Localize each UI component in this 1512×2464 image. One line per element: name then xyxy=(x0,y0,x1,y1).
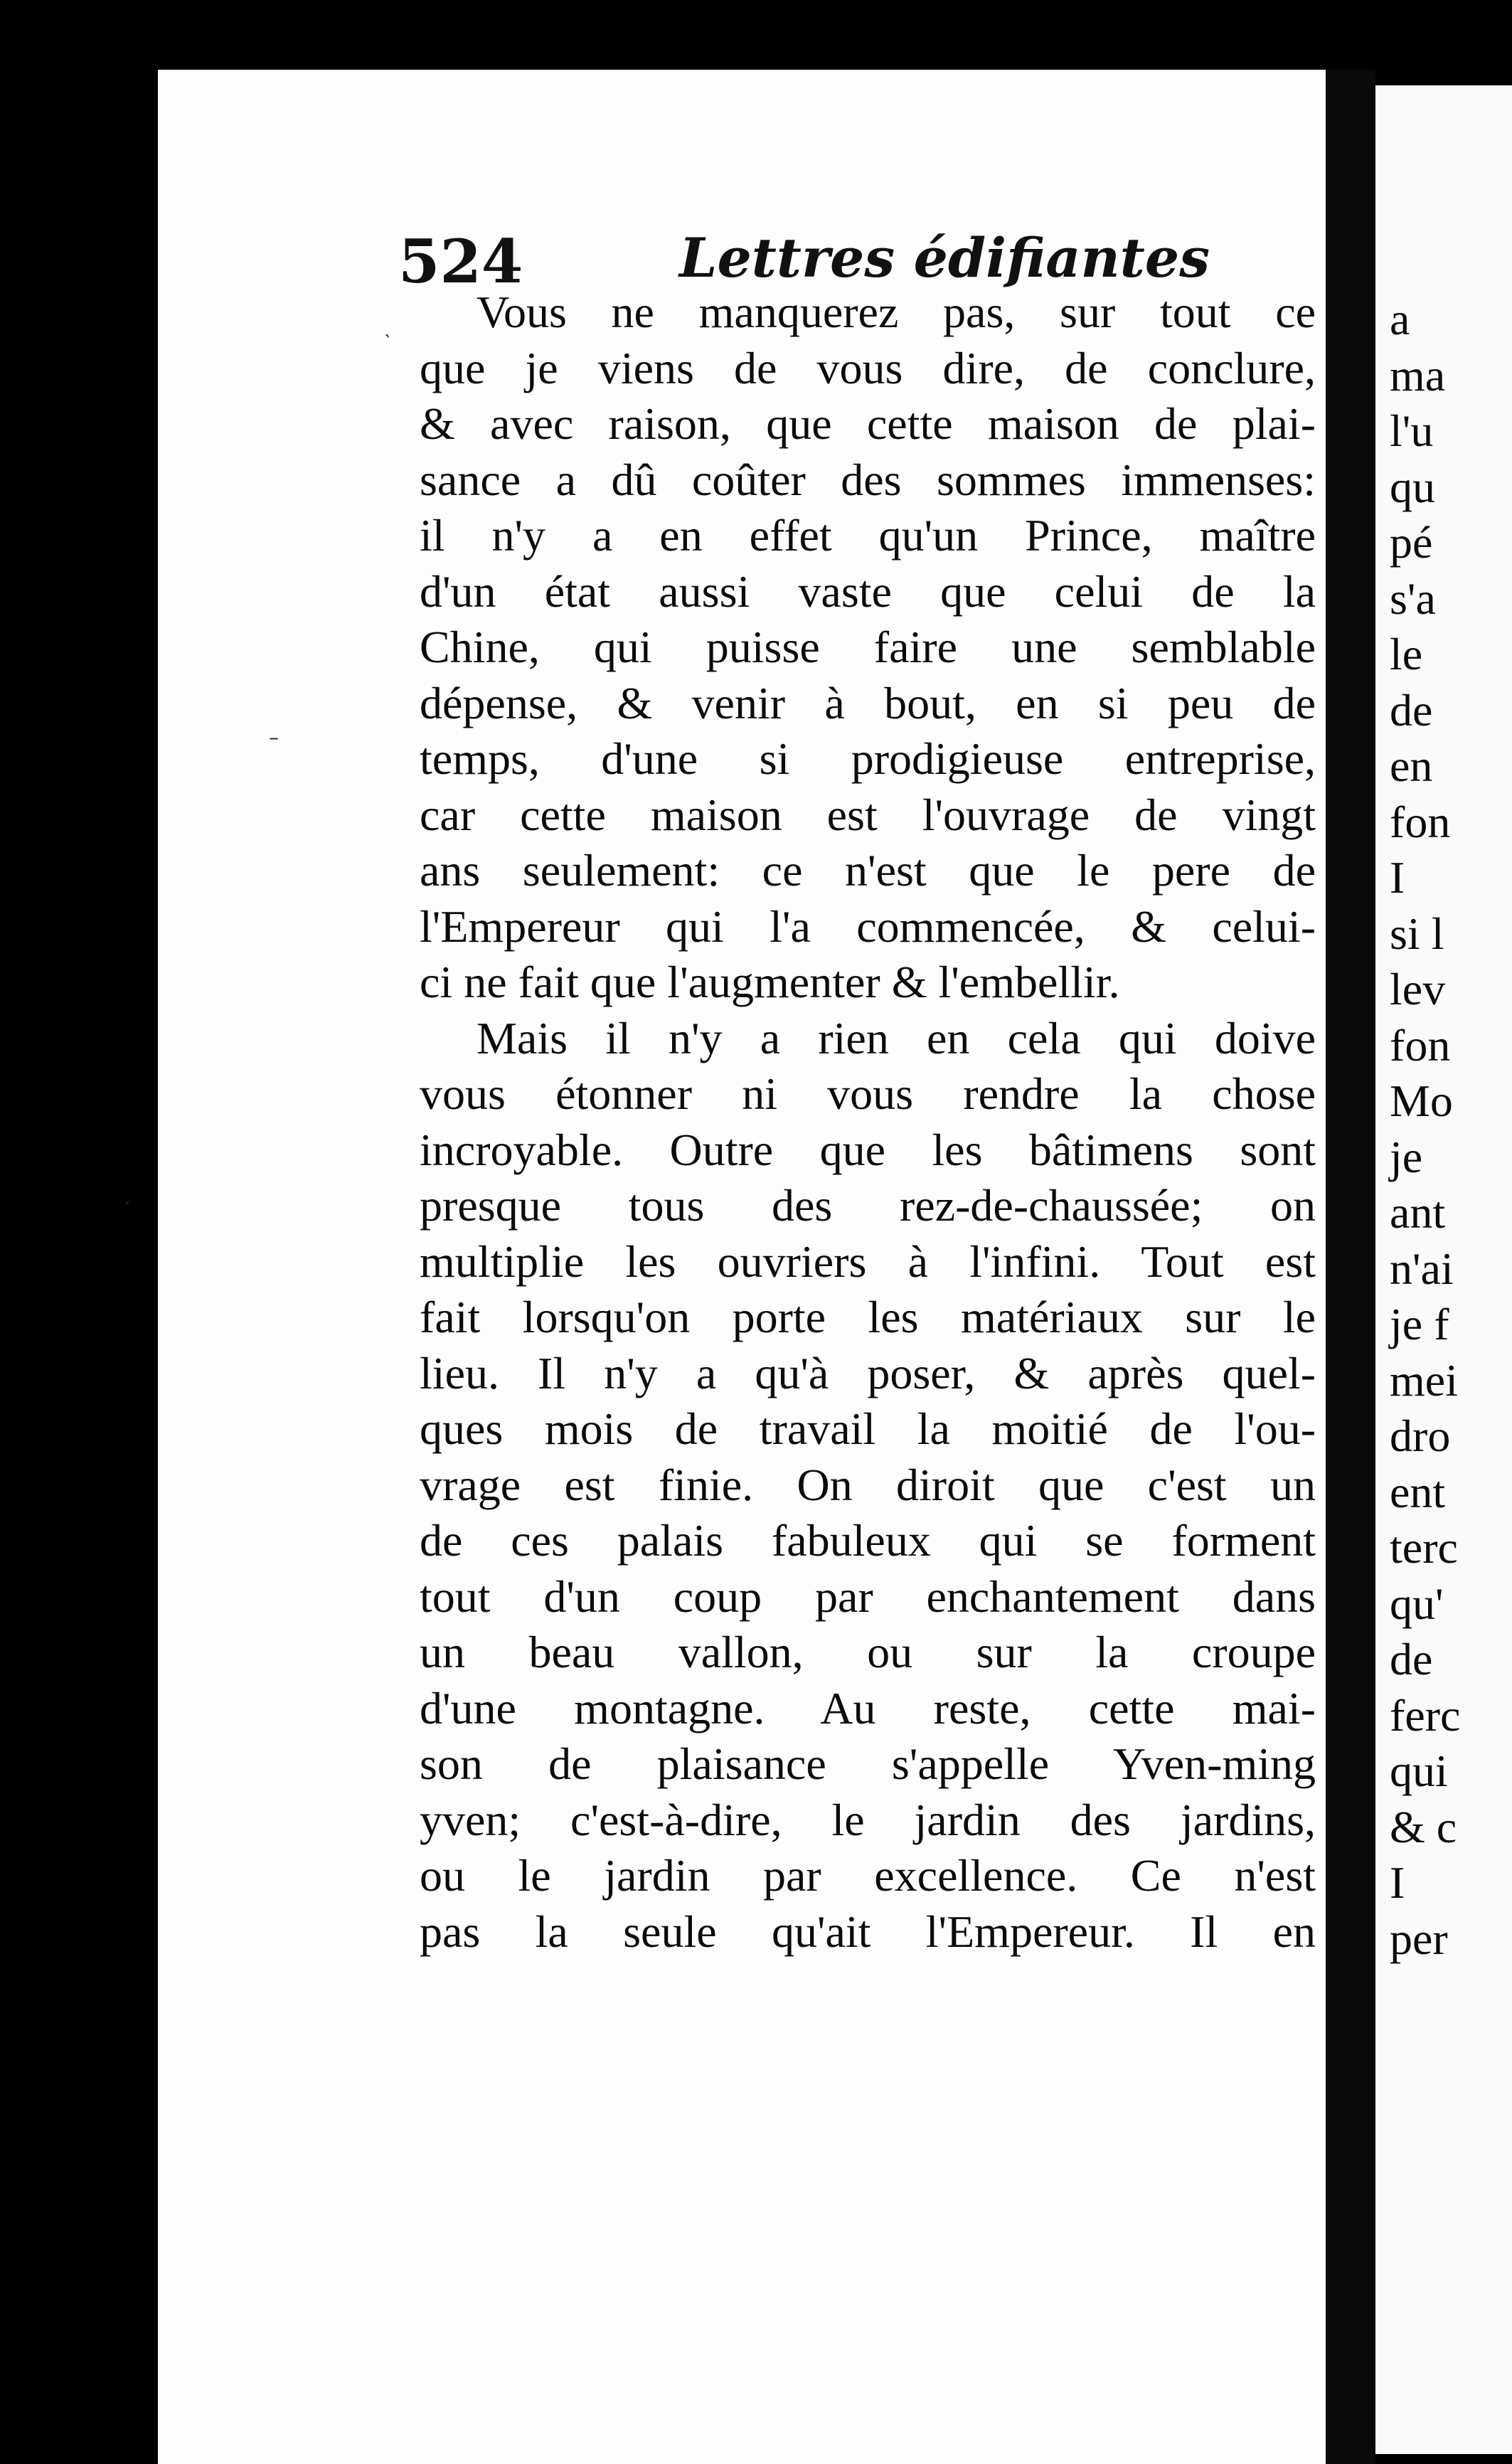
text-line: lieu. Il n'y a qu'à poser, & après quel- xyxy=(420,1347,1316,1398)
text-line: incroyable. Outre que les bâtimens sont xyxy=(420,1124,1316,1175)
facing-line: qu xyxy=(1390,461,1435,512)
text-line: multiplie les ouvriers à l'infini. Tout est xyxy=(420,1236,1316,1287)
text-line: l'Empereur qui l'a commencée, & celui- xyxy=(420,901,1316,952)
facing-line: s'a xyxy=(1390,573,1436,624)
facing-line: mei xyxy=(1390,1354,1458,1406)
text-line: presque tous des rez-de-chaussée; on xyxy=(420,1180,1316,1231)
facing-line: ma xyxy=(1390,349,1446,400)
text-line: dépense, & venir à bout, en si peu de xyxy=(420,677,1316,728)
text-line: Chine, qui puisse faire une semblable xyxy=(420,622,1316,672)
facing-line: qui xyxy=(1390,1746,1448,1796)
text-line: yven; c'est-à-dire, le jardin des jardins, xyxy=(420,1794,1316,1845)
text-line: que je viens de vous dire, de conclure, xyxy=(420,342,1316,393)
text-line: fait lorsqu'on porte les matériaux sur le xyxy=(420,1292,1316,1342)
text-line: son de plaisance s'appelle Yven-ming xyxy=(420,1738,1316,1789)
facing-line: le xyxy=(1390,629,1423,679)
facing-line: & c xyxy=(1390,1801,1457,1852)
text-line: temps, d'une si prodigieuse entreprise, xyxy=(420,733,1316,784)
facing-line: je xyxy=(1390,1131,1423,1182)
facing-line: je f xyxy=(1390,1299,1449,1349)
text-line: ques mois de travail la moitié de l'ou- xyxy=(420,1403,1316,1454)
text-line: vous étonner ni vous rendre la chose xyxy=(420,1068,1316,1119)
facing-line: ent xyxy=(1390,1466,1446,1517)
text-line: sance a dû coûter des sommes immenses: xyxy=(420,454,1316,505)
facing-line: fon xyxy=(1390,1019,1451,1071)
facing-line: ant xyxy=(1390,1187,1446,1238)
facing-line: Mo xyxy=(1390,1076,1453,1126)
facing-line: I xyxy=(1390,1857,1405,1908)
facing-line: l'u xyxy=(1390,405,1434,456)
facing-page-fragment xyxy=(1375,85,1512,2454)
facing-line: pé xyxy=(1390,517,1433,568)
running-title: Lettres édifiantes xyxy=(679,226,1210,290)
text-line: vrage est finie. On diroit que c'est un xyxy=(420,1459,1316,1510)
facing-line: en xyxy=(1390,740,1433,791)
page-gutter-shadow xyxy=(1326,70,1375,2464)
text-line: ans seulement: ce n'est que le pere de xyxy=(420,845,1316,896)
text-line: un beau vallon, ou sur la croupe xyxy=(420,1627,1316,1677)
facing-line: n'ai xyxy=(1390,1243,1454,1294)
text-line: il n'y a en effet qu'un Prince, maître xyxy=(420,510,1316,561)
text-line: d'un état aussi vaste que celui de la xyxy=(420,565,1316,617)
text-line: ou le jardin par excellence. Ce n'est xyxy=(420,1850,1316,1901)
facing-line: a xyxy=(1390,294,1410,344)
text-line: Vous ne manquerez pas, sur tout ce xyxy=(477,287,1316,337)
text-line: car cette maison est l'ouvrage de vingt xyxy=(420,789,1316,840)
text-line: Mais il n'y a rien en cela qui doive xyxy=(477,1012,1316,1063)
body-text xyxy=(420,285,1316,1960)
text-line: ci ne fait que l'augmenter & l'embellir. xyxy=(420,957,1120,1007)
facing-line: de xyxy=(1390,1634,1433,1684)
facing-line: ferc xyxy=(1390,1689,1461,1741)
facing-line: dro xyxy=(1390,1411,1451,1461)
facing-page-text xyxy=(1375,292,1460,1967)
facing-line: terc xyxy=(1390,1522,1458,1573)
text-line: pas la seule qu'ait l'Empereur. Il en xyxy=(420,1906,1316,1957)
page-number: 524 xyxy=(398,226,523,297)
facing-line: I xyxy=(1390,852,1405,903)
scan-speck: ˏ xyxy=(121,1181,132,1206)
facing-line: per xyxy=(1390,1913,1448,1964)
scan-speck: – xyxy=(269,726,279,749)
facing-line: qu' xyxy=(1390,1578,1444,1629)
facing-line: de xyxy=(1390,684,1433,736)
scan-speck: ˴ xyxy=(384,322,391,345)
facing-line: lev xyxy=(1390,964,1446,1014)
text-line: & avec raison, que cette maison de plai- xyxy=(420,398,1316,449)
text-line: d'une montagne. Au reste, cette mai- xyxy=(420,1682,1316,1733)
facing-line: si l xyxy=(1390,908,1444,959)
text-line: tout d'un coup par enchantement dans xyxy=(420,1571,1316,1622)
text-line: de ces palais fabuleux qui se forment xyxy=(420,1515,1316,1566)
facing-line: fon xyxy=(1390,796,1451,847)
